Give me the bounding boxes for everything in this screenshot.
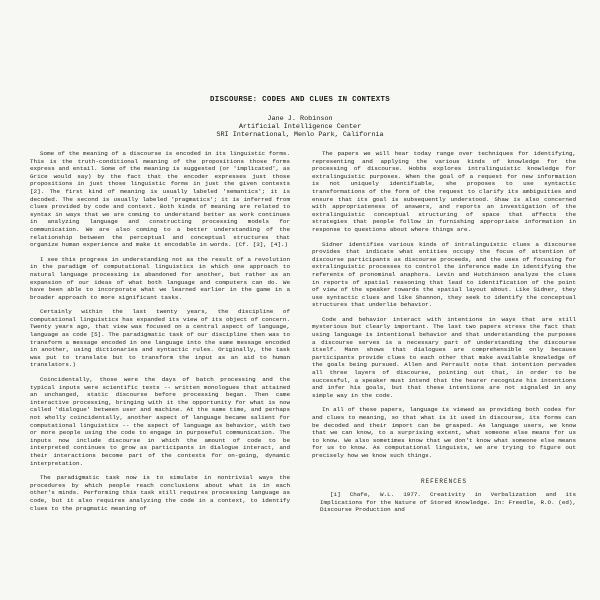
paragraph: The papers we will hear today range over techniques for identifying, representing and applying the various kinds of knowledge for the processing of discourse. Hobbs explores intralinguistic knowledge for extralinguistic purposes. When the goal of a request for new information is not uniquely identifiable, she proposes to use syntactic transformations of the form of the request to clarify its ambiguities and ensure that its goal is subsequently understood. Shaw is also concerned with appropriateness of answers, and reports an investigation of the extralinguistic conceptual structuring of space that affects the strategies that people follow in furnishing appropriate information in response to questions about where things are. xyxy=(312,150,576,233)
references-heading: REFERENCES xyxy=(420,477,467,485)
author-affiliation: Artificial Intelligence Center xyxy=(238,123,362,131)
right-column xyxy=(312,150,576,521)
reference-item: [1] Chafe, W.L. 1977. Creativity in Verbalization and its Implications for the Nature of Stored Knowledge. In: Freedle, R.O. (ed), Discourse Production and xyxy=(320,491,576,514)
paragraph: Coincidentally, those were the days of batch processing and the typical inputs were scientific texts -- written monologues that attained an unchanged, static discourse before processing began. Then came interactive processing, bringing with it the opportunity for what is now called 'dialogue' between user and machine. At the same time, and perhaps not wholly coincidentally, another aspect of language became salient for computational linguistics -- the aspect of language as behavior, with two or more people using the code to engage in purposeful communication. The inputs now include discourse in which the amount of code to be interpreted continues to grow as participants in dialogue interact, and their interactions become part of the contexts for on-going, dynamic interpretation. xyxy=(30,376,290,467)
paragraph: In all of these papers, language is viewed as providing both codes for and clues to meaning, so that what is it used in discourse, its forms can be decoded and their import can be grasped. As language users, we know that we can know, to a surprising extent, what someone else means for us to know. We also sometimes know that we don't know what someone else means for us to know. As computational linguists, we are trying to figure out precisely how we know such things. xyxy=(312,406,576,459)
author-name: Jane J. Robinson xyxy=(267,115,333,123)
paragraph: Code and behavior interact with intentions in ways that are still mysterious but clearly important. The last two papers stress the fact that using language is intentional behavior and that understanding the purposes a discourse serves is a necessary part of understanding the discourse itself. Mann shows that dialogues are comprehensible only because participants provide clues to each other that make available knowledge of the goals being pursued. Allen and Perrault note that intention pervades all three layers of discourse, pointing out that, in order to be successful, a speaker must intend that the hearer recognize his intentions and infer his goals, but that these intentions are not signaled in any simple way in the code. xyxy=(312,315,576,399)
paragraph: Sidner identifies various kinds of intralinguistic clues a discourse provides that indicate what entities occupy the focus of attention of discourse participants as discourse proceeds, and the uses of focusing for extralinguistic processes to control the inference made in identifying the referents of pronominal anaphora. Levin and Hutchinson analyze the clues in reports of spatial reasoning that lead to identification of the point of view of the speaker towards the spatial layout about. Like Sidner, they use syntactic clues and like Shannon, they seek to identify the conceptual structures that underlie behavior. xyxy=(312,240,576,309)
left-column xyxy=(30,150,290,519)
author-location: SRI International, Menlo Park, California xyxy=(216,131,384,139)
paper-title: DISCOURSE: CODES AND CLUES IN CONTEXTS xyxy=(210,96,390,104)
paragraph: I see this progress in understanding not as the result of a revolution in the paradigm of computational linguistics in which one approach to natural language processing is abandoned for another, but rather as an expansion of our ideas of what both language and computers can do. We have been able to incorporate what we learned earlier in the game in a broader approach to more significant tasks. xyxy=(30,255,290,301)
paragraph: Some of the meaning of a discourse is encoded in its linguistic forms. This is the truth-conditional meaning of the propositions those forms express and entail. Some of the meaning is suggested (or 'implicated', as Grice would say) by the fact that the encoder expresses just those propositions in just those linguistic forms in just the given contexts [2]. The first kind of meaning is usually labeled 'semantics'; it is decoded. The second is usually labeled 'pragmatics'; it is inferred from clues provided by code and context. Both kinds of meaning are related to syntax in ways that we are coming to understand better as work continues in analyzing language and constructing processing models for communication. We are also coming to a better understanding of the relationship between the perceptual and conceptual structures that organize human experience and make it encodable in words. (Cf. [3], [4].) xyxy=(30,150,290,249)
paragraph: Certainly within the last twenty years, the discipline of computational linguistics has expanded its view of its object of concern. Twenty years ago, that view was focused on a central aspect of language, language as code [5]. The paradigmatic task of our discipline then was to transform a message encoded in one language into the same message encoded in another, using dictionaries and syntactic rules. Originally, the task was put to translate but to transform the input as an aid to human translators.) xyxy=(30,308,290,369)
paragraph: The paradigmatic task now is to simulate in nontrivial ways the procedures by which people reach conclusions about what is in each other's minds. Performing this task still requires processing language as code, but it also requires analyzing the code in a context, to identify clues to the pragmatic meaning of xyxy=(30,474,290,512)
